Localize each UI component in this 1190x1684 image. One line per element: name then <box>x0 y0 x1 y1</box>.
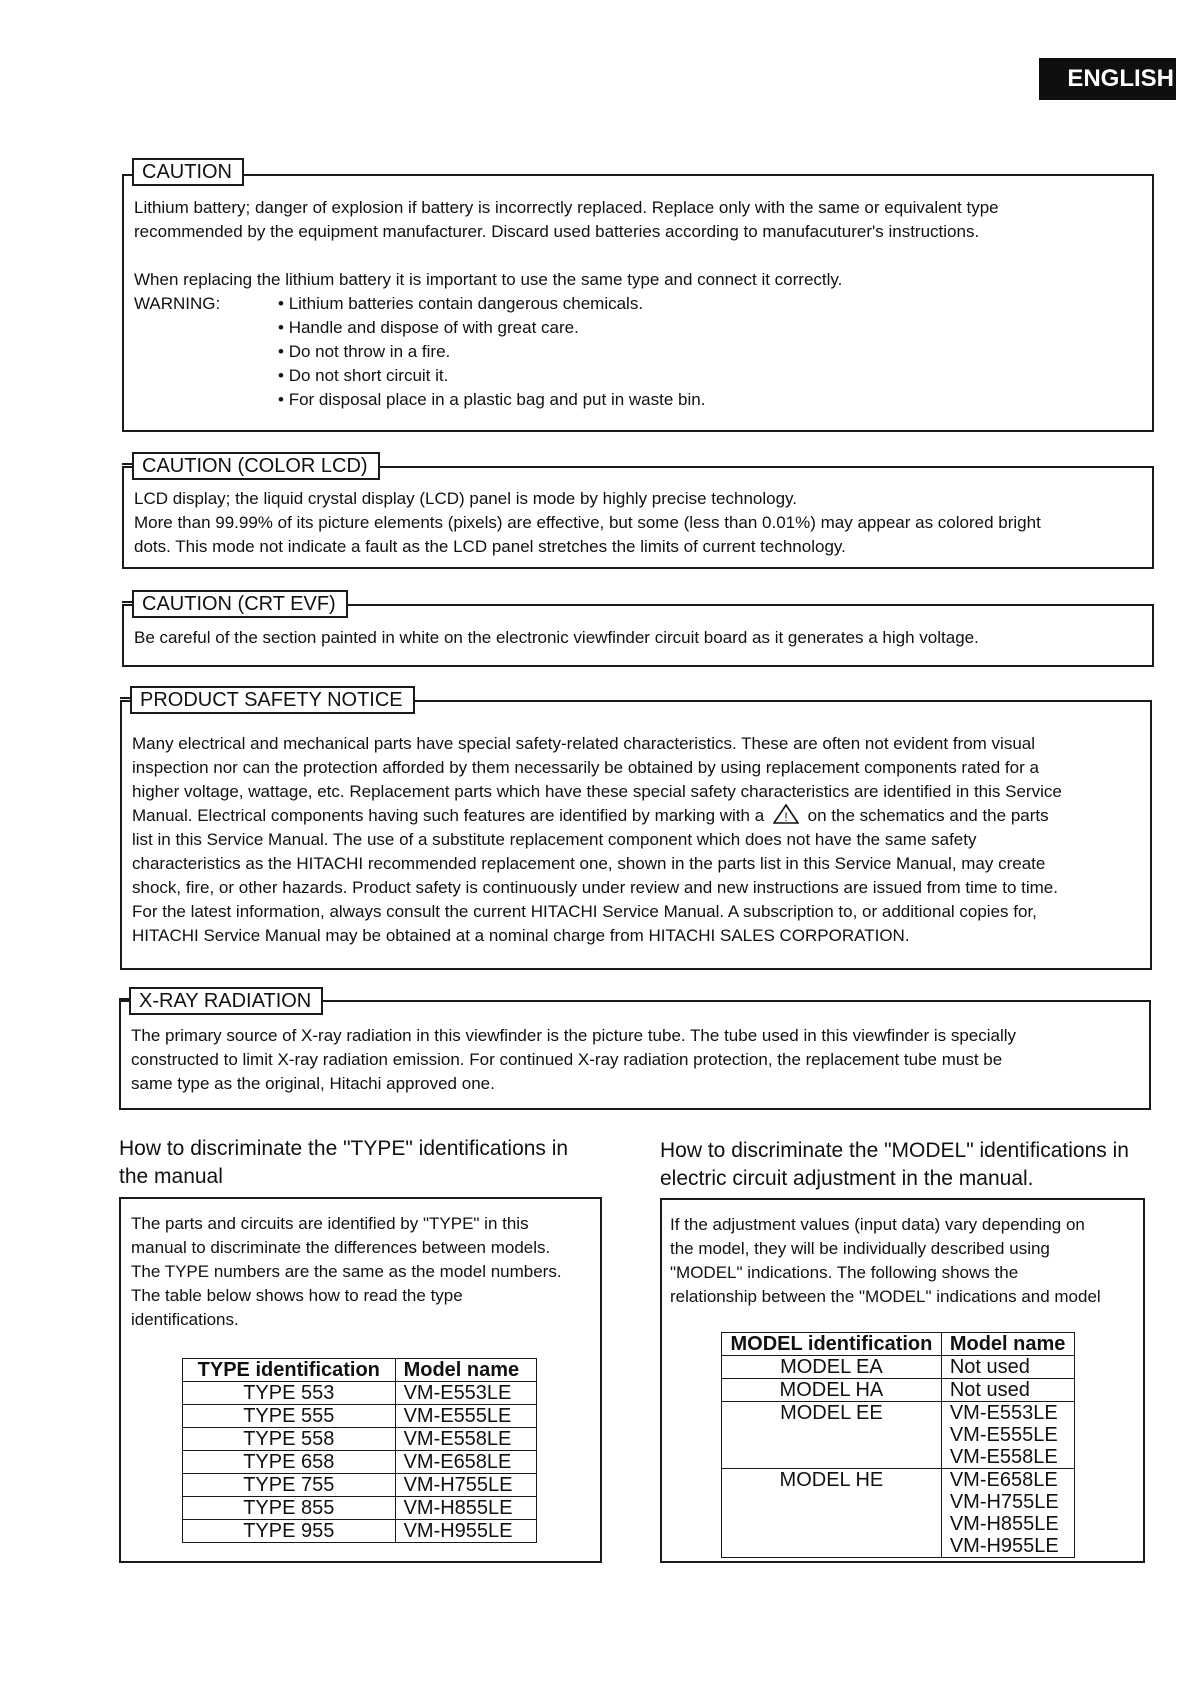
model-id-cell: MODEL EA <box>722 1356 942 1379</box>
xray-line-3: same type as the original, Hitachi approved one. <box>131 1074 495 1093</box>
table-row <box>722 1356 1075 1379</box>
warning-bullet: • Handle and dispose of with great care. <box>278 316 705 340</box>
type-cell: TYPE 658 <box>183 1451 396 1474</box>
model-name-cell <box>941 1379 1074 1402</box>
model-name: VM-E658LE <box>949 1469 1058 1491</box>
model-heading-line-1: How to discriminate the "MODEL" identifications in <box>660 1139 1129 1162</box>
model-section-box <box>660 1198 1145 1563</box>
tag-connector <box>122 601 134 603</box>
safety-line-2: inspection nor can the protection afforded by them necessarily be obtained by using replacement components rated for a <box>132 758 1039 777</box>
model-table-header-row <box>722 1333 1075 1356</box>
model-name: VM-H855LE <box>949 1513 1059 1535</box>
safety-line-4 <box>132 804 1062 828</box>
model-name: VM-E553LE <box>949 1402 1058 1424</box>
type-cell: TYPE 955 <box>183 1520 396 1543</box>
model-name: VM-E558LE <box>949 1446 1058 1468</box>
warning-bullet: • Lithium batteries contain dangerous chemicals. <box>278 292 705 316</box>
model-name-cell <box>941 1402 1074 1469</box>
model-table <box>721 1332 1075 1558</box>
model-name: VM-H755LE <box>949 1491 1059 1513</box>
warning-bullet: • Do not short circuit it. <box>278 364 705 388</box>
model-text-line: "MODEL" indications. The following shows the <box>670 1263 1019 1282</box>
model-name-cell <box>941 1356 1074 1379</box>
type-table-header: Model name <box>395 1359 536 1382</box>
product-safety-box <box>120 700 1152 970</box>
model-name-cell: VM-H755LE <box>395 1474 536 1497</box>
type-cell: TYPE 855 <box>183 1497 396 1520</box>
caution-title: CAUTION <box>132 158 244 186</box>
model-heading-line-2: electric circuit adjustment in the manual. <box>660 1167 1034 1190</box>
model-name-cell: VM-E555LE <box>395 1405 536 1428</box>
caution-line-2: recommended by the equipment manufacturer. Discard used batteries according to manufacuturer's instructions. <box>134 222 980 241</box>
type-section-heading <box>119 1135 568 1191</box>
warning-bullet: • Do not throw in a fire. <box>278 340 705 364</box>
model-name: Not used <box>949 1356 1030 1378</box>
type-text-line: The TYPE numbers are the same as the model numbers. <box>131 1262 562 1281</box>
caution-box <box>122 174 1154 432</box>
lcd-line-3: dots. This mode not indicate a fault as the LCD panel stretches the limits of current technology. <box>134 537 846 556</box>
svg-text:!: ! <box>784 810 788 824</box>
type-text-line: The table below shows how to read the type <box>131 1286 463 1305</box>
table-row <box>183 1497 537 1520</box>
tag-connector <box>119 998 131 1000</box>
model-name-cell: VM-H955LE <box>395 1520 536 1543</box>
safety-line-8: For the latest information, always consult the current HITACHI Service Manual. A subscription to, or additional copies for, <box>132 902 1037 921</box>
xray-line-2: constructed to limit X-ray radiation emission. For continued X-ray radiation protection, the replacement tube must be <box>131 1050 1003 1069</box>
model-text-line: relationship between the "MODEL" indications and model <box>670 1287 1101 1306</box>
type-cell: TYPE 558 <box>183 1428 396 1451</box>
lcd-line-2: More than 99.99% of its picture elements (pixels) are effective, but some (less than 0.01%) may appear as colored bright <box>134 513 1041 532</box>
type-text-line: manual to discriminate the differences between models. <box>131 1238 551 1257</box>
model-name-cell: VM-E558LE <box>395 1428 536 1451</box>
caution-line-1: Lithium battery; danger of explosion if battery is incorrectly replaced. Replace only with the same or equivalent type <box>134 198 999 217</box>
type-table <box>182 1358 537 1543</box>
language-tab: ENGLISH <box>1039 58 1176 100</box>
crt-line-1: Be careful of the section painted in white on the electronic viewfinder circuit board as it generates a high voltage. <box>134 628 979 647</box>
safety-line-6: characteristics as the HITACHI recommended replacement one, shown in the parts list in this Service Manual, may create <box>132 854 1046 873</box>
warning-bullet: • For disposal place in a plastic bag and put in waste bin. <box>278 388 705 412</box>
model-name-cell <box>941 1469 1074 1558</box>
table-row <box>722 1402 1075 1469</box>
warning-triangle-icon <box>773 804 799 824</box>
type-heading-line-1: How to discriminate the "TYPE" identifications in <box>119 1137 569 1160</box>
model-section-heading <box>660 1137 1129 1193</box>
table-row <box>722 1469 1075 1558</box>
model-id-cell: MODEL HE <box>722 1469 942 1558</box>
safety-line-4a: Manual. Electrical components having such features are identified by marking with a <box>132 806 765 825</box>
model-name: Not used <box>949 1379 1030 1401</box>
model-table-header: MODEL identification <box>722 1333 942 1356</box>
model-table-header: Model name <box>941 1333 1074 1356</box>
model-text-line: the model, they will be individually described using <box>670 1239 1050 1258</box>
type-table-header: TYPE identification <box>183 1359 396 1382</box>
type-text-line: identifications. <box>131 1310 239 1329</box>
table-row <box>722 1379 1075 1402</box>
safety-line-1: Many electrical and mechanical parts have special safety-related characteristics. These are often not evident from visual <box>132 734 1036 753</box>
tag-connector <box>122 463 134 465</box>
model-id-cell: MODEL HA <box>722 1379 942 1402</box>
xray-box <box>119 1000 1151 1110</box>
warning-label: WARNING: <box>134 294 221 313</box>
model-id-cell: MODEL EE <box>722 1402 942 1469</box>
model-name: VM-H955LE <box>949 1535 1059 1557</box>
type-table-header-row <box>183 1359 537 1382</box>
xray-title: X-RAY RADIATION <box>129 987 323 1015</box>
model-name-cell: VM-E553LE <box>395 1382 536 1405</box>
caution-crt-title: CAUTION (CRT EVF) <box>132 590 348 618</box>
model-text-line: If the adjustment values (input data) vary depending on <box>670 1215 1085 1234</box>
table-row <box>183 1474 537 1497</box>
table-row <box>183 1428 537 1451</box>
table-row <box>183 1382 537 1405</box>
type-heading-line-2: the manual <box>119 1165 223 1188</box>
caution-lcd-box <box>122 466 1154 569</box>
caution-line-3: When replacing the lithium battery it is important to use the same type and connect it correctly. <box>134 270 843 289</box>
safety-line-9: HITACHI Service Manual may be obtained at a nominal charge from HITACHI SALES CORPORATION. <box>132 926 910 945</box>
safety-line-5: list in this Service Manual. The use of a substitute replacement component which does not have the same safety <box>132 830 977 849</box>
table-row <box>183 1520 537 1543</box>
safety-line-7: shock, fire, or other hazards. Product safety is continuously under review and new instructions are issued from time to time. <box>132 878 1058 897</box>
type-section-box <box>119 1197 602 1563</box>
table-row <box>183 1405 537 1428</box>
model-name-cell: VM-H855LE <box>395 1497 536 1520</box>
caution-lcd-title: CAUTION (COLOR LCD) <box>132 452 380 480</box>
safety-line-3: higher voltage, wattage, etc. Replacement parts which have these special safety characteristics are identified in this Service <box>132 782 1062 801</box>
safety-line-4b: on the schematics and the parts <box>807 806 1049 825</box>
model-name-cell: VM-E658LE <box>395 1451 536 1474</box>
model-name: VM-E555LE <box>949 1424 1058 1446</box>
table-row <box>183 1451 537 1474</box>
type-cell: TYPE 555 <box>183 1405 396 1428</box>
xray-line-1: The primary source of X-ray radiation in this viewfinder is the picture tube. The tube used in this viewfinder is specially <box>131 1026 1017 1045</box>
lcd-line-1: LCD display; the liquid crystal display (LCD) panel is mode by highly precise technology. <box>134 489 797 508</box>
product-safety-title: PRODUCT SAFETY NOTICE <box>130 686 415 714</box>
type-cell: TYPE 553 <box>183 1382 396 1405</box>
tag-connector <box>120 697 132 699</box>
warning-bullets <box>278 292 705 412</box>
type-cell: TYPE 755 <box>183 1474 396 1497</box>
type-text-line: The parts and circuits are identified by "TYPE" in this <box>131 1214 529 1233</box>
